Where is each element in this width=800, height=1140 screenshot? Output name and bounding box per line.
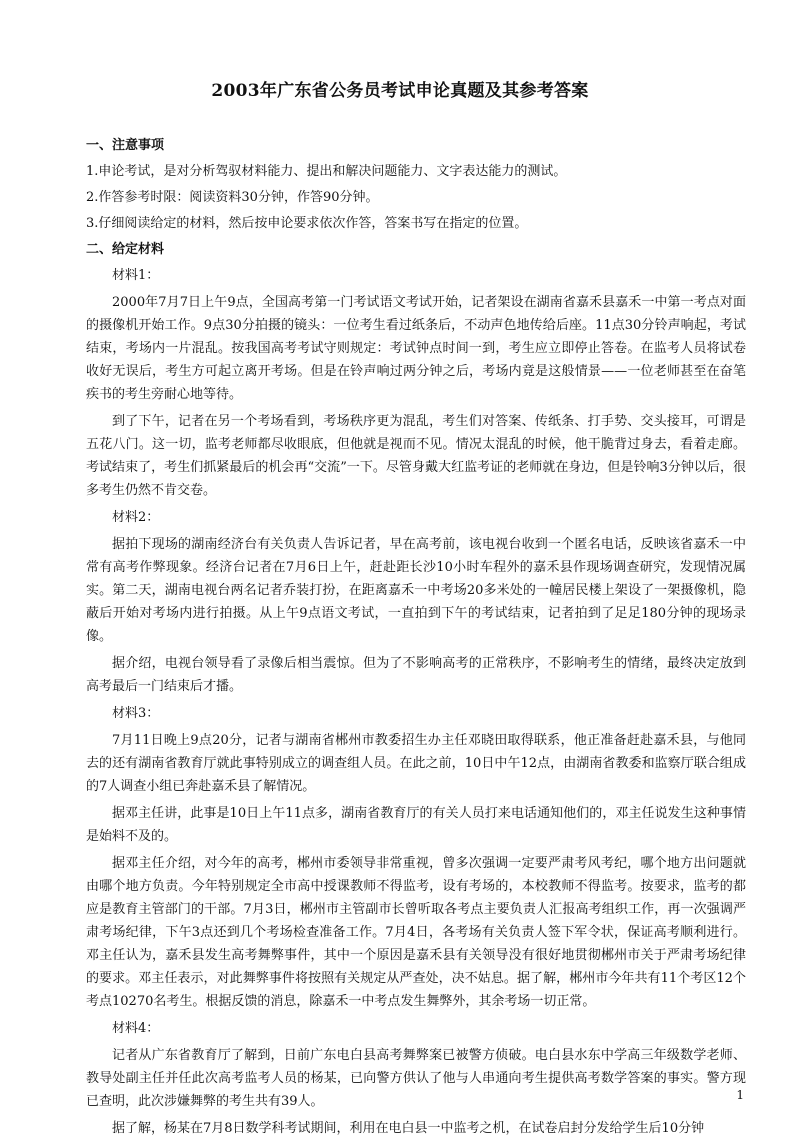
material-3-paragraph-3: 据邓主任介绍，对今年的高考，郴州市委领导非常重视，曾多次强调一定要严肃考风考纪，哪个地方出问题就由哪个地方负责。今年特别规定全市高中授课教师不得监考，设有考场的，本校教师不得监考。按要求，监考的都应是教育主管部门的干部。7月3日，郴州市主管副市长曾听取各考点主要负责人汇报高考组织工作，再一次强调严肃考场纪律，下午3点还到几个考场检查准备工作。7月4日，各考场有关负责人签下军令状，保证高考顺利进行。邓主任认为，嘉禾县发生高考舞弊事件，其中一个原因是嘉禾县有关领导没有很好地贯彻郴州市关于严肃考场纪律的要求。邓主任表示，对此舞弊事件将按照有关规定从严查处，决不姑息。据了解，郴州市今年共有11个考区12个考点10270名考生。根据反馈的消息，除嘉禾一中考点发生舞弊外，其余考场一切正常。 [86,856,746,1009]
note-item-1: 1.申论考试，是对分析驾驭材料能力、提出和解决问题能力、文字表达能力的测试。 [86,164,567,179]
material-1-paragraph-1: 2000年7月7日上午9点，全国高考第一门考试语文考试开始，记者架设在湖南省嘉禾县嘉禾一中第一考点对面的摄像机开始工作。9点30分拍摄的镜头：一位考生看过纸条后，不动声色地传给后座。11点30分铃声响起，考试结束，考场内一片混乱。按我国高考考试守则规定：考试钟点时间一到，考生应立即停止答卷。在监考人员将试卷收好无误后，考生方可起立离开考场。但是在铃声响过两分钟之后，考场内竟是这般情景——一位老师甚至在奋笔疾书的考生旁耐心地等待。 [86,295,746,402]
page-number: 1 [736,1088,744,1102]
material-1-paragraph-2: 到了下午，记者在另一个考场看到，考场秩序更为混乱，考生们对答案、传纸条、打手势、交头接耳，可谓是五花八门。这一切，监考老师都尽收眼底，但他就是视而不见。情况太混乱的时候，他干脆背过身去，看着走廊。考试结束了，考生们抓紧最后的机会再“交流”一下。尽管身戴大红监考证的老师就在身边，但是铃响3分钟以后，很多考生仍然不肯交卷。 [86,414,746,498]
material-2-paragraph-1: 据拍下现场的湖南经济台有关负责人告诉记者，早在高考前，该电视台收到一个匿名电话，反映该省嘉禾一中常有高考作弊现象。经济台记者在7月6日上午，赶赴距长沙10小时车程外的嘉禾县作现场调查研究，发现情况属实。第二天，湖南电视台两名记者乔装打扮，在距离嘉禾一中考场20多米处的一幢居民楼上架设了一架摄像机，隐蔽后开始对考场内进行拍摄。从上午9点语文考试，一直拍到下午的考试结束，记者拍到了足足180分钟的现场录像。 [86,537,746,644]
material-4-paragraph-2: 据了解，杨某在7月8日数学科考试期间，利用在电白县一中监考之机，在试卷启封分发给学生后10分钟 [112,1121,705,1136]
material-2-paragraph-2: 据介绍，电视台领导看了录像后相当震惊。但为了不影响高考的正常秩序，不影响考生的情绪，最终决定放到高考最后一门结束后才播。 [86,656,746,694]
material-2-label: 材料2： [112,510,160,525]
material-3-paragraph-1: 7月11日晚上9点20分，记者与湖南省郴州市教委招生办主任邓晓田取得联系，他正准备赶赴嘉禾县，与他同去的还有湖南省教育厅就此事特别成立的调查组人员。在此之前，10日中午12点，由湖南省教委和监察厅联合组成的7人调查小组已奔赴嘉禾县了解情况。 [86,733,746,794]
section-heading-materials: 二、给定材料 [86,242,165,257]
material-1-label: 材料1： [112,268,160,283]
note-item-3: 3.仔细阅读给定的材料，然后按申论要求依次作答，答案书写在指定的位置。 [86,216,528,231]
note-item-2: 2.作答参考时限：阅读资料30分钟，作答90分钟。 [86,190,379,205]
material-4-paragraph-1: 记者从广东省教育厅了解到，日前广东电白县高考舞弊案已被警方侦破。电白县水东中学高三年级数学老师、教导处副主任并任此次高考监考人员的杨某，已向警方供认了他与人串通向考生提供高考数学答案的事实。警方现已查明，此次涉嫌舞弊的考生共有39人。 [86,1048,746,1109]
material-3-label: 材料3： [112,706,160,721]
section-heading-notes: 一、注意事项 [86,138,165,153]
material-4-label: 材料4： [112,1021,160,1036]
document-title: 2003年广东省公务员考试申论真题及其参考答案 [211,81,589,101]
material-3-paragraph-2: 据邓主任讲，此事是10日上午11点多，湖南省教育厅的有关人员打来电话通知他们的，邓主任说发生这种事情是始料不及的。 [86,806,746,844]
document-body [86,134,746,1140]
